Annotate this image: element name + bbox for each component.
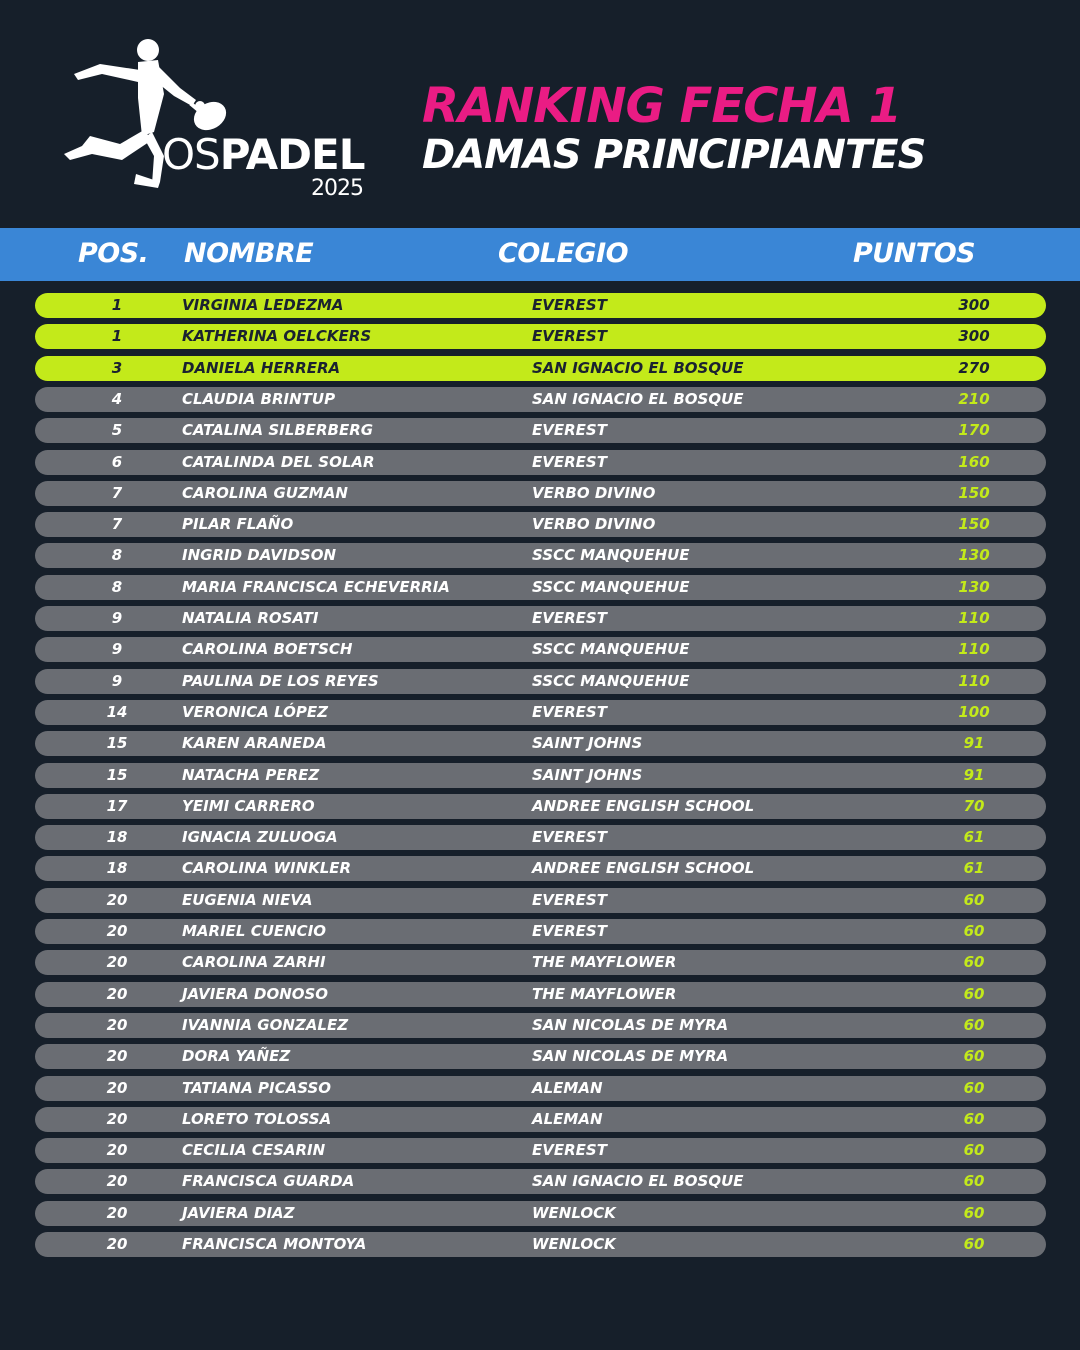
- row-nombre: VIRGINIA LEDEZMA: [182, 296, 344, 314]
- row-colegio: THE MAYFLOWER: [532, 953, 677, 971]
- logo-wordmark: [162, 130, 365, 179]
- row-puntos: 160: [958, 453, 990, 471]
- row-puntos: 60: [963, 1047, 985, 1065]
- table-header: [0, 228, 1080, 281]
- row-puntos: 60: [963, 922, 985, 940]
- table-row: [35, 825, 1046, 850]
- table-row: [35, 763, 1046, 788]
- row-nombre: KAREN ARANEDA: [182, 734, 327, 752]
- row-puntos: 130: [958, 546, 990, 564]
- table-row: [35, 1232, 1046, 1257]
- row-pos: 20: [106, 953, 128, 971]
- row-colegio: SAN IGNACIO EL BOSQUE: [532, 359, 744, 377]
- table-row: [35, 418, 1046, 443]
- row-puntos: 210: [958, 390, 990, 408]
- row-nombre: JAVIERA DONOSO: [182, 985, 329, 1003]
- header-puntos: PUNTOS: [853, 238, 976, 269]
- row-colegio: SAINT JOHNS: [532, 734, 643, 752]
- row-pos: 15: [106, 766, 128, 784]
- row-colegio: EVEREST: [532, 453, 607, 471]
- row-colegio: EVEREST: [532, 891, 607, 909]
- row-pos: 20: [106, 985, 128, 1003]
- row-puntos: 170: [958, 421, 990, 439]
- table-row: [35, 669, 1046, 694]
- table-row: [35, 450, 1046, 475]
- row-puntos: 60: [963, 1172, 985, 1190]
- table-row: [35, 700, 1046, 725]
- row-nombre: MARIA FRANCISCA ECHEVERRIA: [182, 578, 450, 596]
- row-puntos: 110: [958, 609, 990, 627]
- row-nombre: EUGENIA NIEVA: [182, 891, 313, 909]
- row-colegio: SAN IGNACIO EL BOSQUE: [532, 390, 744, 408]
- table-row: [35, 512, 1046, 537]
- table-row: [35, 481, 1046, 506]
- page-title: RANKING FECHA 1: [422, 78, 901, 134]
- row-puntos: 91: [963, 734, 985, 752]
- row-nombre: FRANCISCA MONTOYA: [182, 1235, 367, 1253]
- logo-year: 2025: [311, 176, 363, 201]
- page-subtitle: DAMAS PRINCIPIANTES: [422, 132, 926, 178]
- row-colegio: VERBO DIVINO: [532, 515, 656, 533]
- row-pos: 18: [106, 828, 128, 846]
- row-pos: 7: [111, 484, 123, 502]
- row-colegio: EVEREST: [532, 828, 607, 846]
- table-row: [35, 575, 1046, 600]
- row-colegio: EVEREST: [532, 421, 607, 439]
- row-puntos: 60: [963, 1204, 985, 1222]
- row-pos: 20: [106, 1016, 128, 1034]
- table-row: [35, 356, 1046, 381]
- table-row: [35, 731, 1046, 756]
- row-pos: 8: [111, 546, 123, 564]
- row-colegio: EVEREST: [532, 922, 607, 940]
- row-nombre: LORETO TOLOSSA: [182, 1110, 332, 1128]
- header-pos: POS.: [78, 238, 149, 269]
- row-nombre: DORA YAÑEZ: [182, 1047, 291, 1065]
- table-row: [35, 1013, 1046, 1038]
- row-puntos: 60: [963, 985, 985, 1003]
- row-pos: 3: [111, 359, 123, 377]
- row-puntos: 60: [963, 1235, 985, 1253]
- table-row: [35, 856, 1046, 881]
- table-row: [35, 543, 1046, 568]
- table-row: [35, 1076, 1046, 1101]
- row-colegio: ANDREE ENGLISH SCHOOL: [532, 859, 755, 877]
- row-colegio: SSCC MANQUEHUE: [532, 578, 690, 596]
- row-pos: 20: [106, 1141, 128, 1159]
- row-nombre: PAULINA DE LOS REYES: [182, 672, 379, 690]
- row-nombre: FRANCISCA GUARDA: [182, 1172, 355, 1190]
- row-colegio: ALEMAN: [532, 1110, 603, 1128]
- row-pos: 7: [111, 515, 123, 533]
- row-nombre: CECILIA CESARIN: [182, 1141, 326, 1159]
- row-pos: 5: [111, 421, 123, 439]
- table-row: [35, 1044, 1046, 1069]
- row-nombre: CAROLINA BOETSCH: [182, 640, 353, 658]
- row-colegio: SAN IGNACIO EL BOSQUE: [532, 1172, 744, 1190]
- row-colegio: SSCC MANQUEHUE: [532, 546, 690, 564]
- table-row: [35, 982, 1046, 1007]
- logo-os: OS: [162, 130, 220, 179]
- table-row: [35, 1138, 1046, 1163]
- row-pos: 20: [106, 1235, 128, 1253]
- row-pos: 20: [106, 1204, 128, 1222]
- row-puntos: 150: [958, 484, 990, 502]
- row-colegio: SAINT JOHNS: [532, 766, 643, 784]
- row-puntos: 60: [963, 1141, 985, 1159]
- row-puntos: 130: [958, 578, 990, 596]
- row-puntos: 60: [963, 891, 985, 909]
- row-puntos: 60: [963, 1016, 985, 1034]
- row-nombre: VERONICA LÓPEZ: [182, 703, 329, 721]
- row-colegio: EVEREST: [532, 1141, 607, 1159]
- row-pos: 6: [111, 453, 123, 471]
- row-colegio: WENLOCK: [532, 1204, 616, 1222]
- row-pos: 20: [106, 891, 128, 909]
- row-nombre: YEIMI CARRERO: [182, 797, 315, 815]
- table-row: [35, 950, 1046, 975]
- row-pos: 1: [111, 296, 123, 314]
- logo-padel: PADEL: [219, 130, 365, 179]
- row-pos: 4: [111, 390, 123, 408]
- table-row: [35, 1107, 1046, 1132]
- row-puntos: 60: [963, 953, 985, 971]
- header-nombre: NOMBRE: [184, 238, 314, 269]
- row-nombre: IGNACIA ZULUOGA: [182, 828, 338, 846]
- table-row: [35, 387, 1046, 412]
- row-pos: 9: [111, 672, 123, 690]
- row-colegio: SAN NICOLAS DE MYRA: [532, 1047, 729, 1065]
- row-puntos: 60: [963, 1079, 985, 1097]
- row-nombre: NATALIA ROSATI: [182, 609, 319, 627]
- table-row: [35, 293, 1046, 318]
- row-colegio: VERBO DIVINO: [532, 484, 656, 502]
- row-puntos: 60: [963, 1110, 985, 1128]
- table-row: [35, 888, 1046, 913]
- table-row: [35, 637, 1046, 662]
- row-puntos: 150: [958, 515, 990, 533]
- row-nombre: CATALINDA DEL SOLAR: [182, 453, 375, 471]
- row-puntos: 61: [963, 859, 985, 877]
- row-colegio: ANDREE ENGLISH SCHOOL: [532, 797, 755, 815]
- header-colegio: COLEGIO: [498, 238, 629, 269]
- row-nombre: PILAR FLAÑO: [182, 515, 294, 533]
- row-nombre: DANIELA HERRERA: [182, 359, 341, 377]
- row-colegio: SSCC MANQUEHUE: [532, 640, 690, 658]
- table-row: [35, 1169, 1046, 1194]
- row-pos: 17: [106, 797, 128, 815]
- row-pos: 20: [106, 1110, 128, 1128]
- row-puntos: 270: [958, 359, 990, 377]
- row-nombre: CAROLINA WINKLER: [182, 859, 352, 877]
- row-pos: 14: [106, 703, 128, 721]
- table-row: [35, 1201, 1046, 1226]
- row-colegio: EVEREST: [532, 296, 607, 314]
- row-colegio: EVEREST: [532, 327, 607, 345]
- row-nombre: JAVIERA DIAZ: [182, 1204, 295, 1222]
- row-puntos: 70: [963, 797, 985, 815]
- row-colegio: THE MAYFLOWER: [532, 985, 677, 1003]
- row-nombre: INGRID DAVIDSON: [182, 546, 337, 564]
- row-nombre: CLAUDIA BRINTUP: [182, 390, 336, 408]
- row-pos: 20: [106, 1047, 128, 1065]
- row-puntos: 100: [958, 703, 990, 721]
- row-pos: 20: [106, 1172, 128, 1190]
- row-pos: 18: [106, 859, 128, 877]
- row-colegio: EVEREST: [532, 609, 607, 627]
- row-nombre: MARIEL CUENCIO: [182, 922, 327, 940]
- row-nombre: NATACHA PEREZ: [182, 766, 320, 784]
- row-pos: 20: [106, 922, 128, 940]
- row-puntos: 300: [958, 327, 990, 345]
- table-row: [35, 919, 1046, 944]
- row-nombre: KATHERINA OELCKERS: [182, 327, 372, 345]
- row-colegio: SSCC MANQUEHUE: [532, 672, 690, 690]
- row-colegio: WENLOCK: [532, 1235, 616, 1253]
- ospadel-logo: [60, 36, 380, 206]
- table-row: [35, 606, 1046, 631]
- row-nombre: CAROLINA ZARHI: [182, 953, 326, 971]
- table-row: [35, 794, 1046, 819]
- row-colegio: ALEMAN: [532, 1079, 603, 1097]
- row-nombre: TATIANA PICASSO: [182, 1079, 332, 1097]
- row-colegio: EVEREST: [532, 703, 607, 721]
- row-colegio: SAN NICOLAS DE MYRA: [532, 1016, 729, 1034]
- row-nombre: CAROLINA GUZMAN: [182, 484, 348, 502]
- table-row: [35, 324, 1046, 349]
- row-pos: 9: [111, 640, 123, 658]
- row-puntos: 110: [958, 640, 990, 658]
- row-pos: 1: [111, 327, 123, 345]
- row-nombre: IVANNIA GONZALEZ: [182, 1016, 349, 1034]
- row-puntos: 300: [958, 296, 990, 314]
- row-pos: 9: [111, 609, 123, 627]
- row-puntos: 110: [958, 672, 990, 690]
- row-puntos: 61: [963, 828, 985, 846]
- row-puntos: 91: [963, 766, 985, 784]
- row-pos: 20: [106, 1079, 128, 1097]
- row-nombre: CATALINA SILBERBERG: [182, 421, 374, 439]
- row-pos: 8: [111, 578, 123, 596]
- row-pos: 15: [106, 734, 128, 752]
